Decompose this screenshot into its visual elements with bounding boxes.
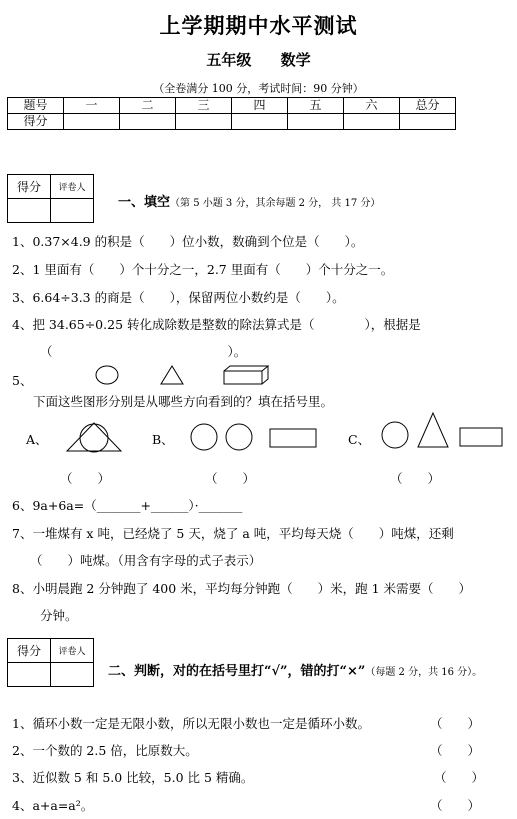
judgement-3: 3、近似数 5 和 5.0 比较，5.0 比 5 精确。: [12, 770, 254, 785]
judgement-4-answer[interactable]: （ ）: [430, 798, 481, 813]
question-6: 6、9a+6a=（_______+______）·_______: [12, 498, 243, 513]
judgement-3-answer[interactable]: （ ）: [434, 770, 485, 785]
section-2-points: （每题 2 分，共 16 分）。: [365, 667, 483, 678]
score-cell: 五: [288, 98, 344, 114]
option-a-answer[interactable]: （ ）: [60, 471, 111, 486]
grader-name-label: 评卷人: [51, 175, 94, 199]
score-cell: 得分: [8, 114, 64, 130]
grader-score-label: 得分: [8, 175, 51, 199]
score-header-row: [8, 98, 456, 114]
grader-score-input[interactable]: [8, 199, 51, 223]
score-input-cell[interactable]: [232, 114, 288, 130]
question-2: 2、1 里面有（ ）个十分之一，2.7 里面有（ ）个十分之一。: [12, 262, 394, 277]
section-2-heading: [108, 660, 482, 679]
question-7-line-1: 7、一堆煤有 x 吨，已经烧了 5 天，烧了 a 吨，平均每天烧（ ）吨煤，还剩: [12, 526, 454, 541]
option-c-view-icon: [380, 410, 506, 450]
judgement-1-answer[interactable]: （ ）: [430, 716, 481, 731]
score-input-cell[interactable]: [344, 114, 400, 130]
score-cell: 二: [120, 98, 176, 114]
grade-subject: [0, 49, 517, 70]
cone-icon: [161, 366, 183, 384]
exam-note: （全卷满分 100 分，考试时间：90 分钟）: [153, 82, 364, 95]
grader-box-1: [7, 174, 94, 223]
option-c-label: C、: [348, 432, 371, 447]
score-input-cell[interactable]: [288, 114, 344, 130]
question-7-line-2: （ ）吨煤。（用含有字母的式子表示）: [30, 553, 262, 568]
option-b-answer[interactable]: （ ）: [205, 471, 256, 486]
grader-name-label: 评卷人: [51, 639, 94, 663]
judgement-2: 2、一个数的 2.5 倍，比原数大。: [12, 743, 198, 758]
option-c-answer[interactable]: （ ）: [390, 471, 441, 486]
score-input-cell[interactable]: [64, 114, 120, 130]
score-input-cell[interactable]: [120, 114, 176, 130]
question-8-line-2: 分钟。: [40, 608, 78, 623]
score-cell: 总分: [400, 98, 456, 114]
option-a-view-icon: [64, 420, 124, 454]
question-4-line-1: 4、把 34.65÷0.25 转化成除数是整数的除法算式是（ ），根据是: [12, 317, 421, 332]
question-1: 1、0.37×4.9 的积是（ ）位小数，数确到个位是（ ）。: [12, 234, 364, 249]
score-cell: 一: [64, 98, 120, 114]
grader-score-label: 得分: [8, 639, 51, 663]
section-1-points: （第 5 小题 3 分，其余每题 2 分， 共 17 分）: [170, 198, 381, 209]
score-cell: 三: [176, 98, 232, 114]
option-a-label: A、: [26, 432, 48, 447]
score-input-cell[interactable]: [176, 114, 232, 130]
score-cell: 题号: [8, 98, 64, 114]
question-4-line-2: （ ）。: [40, 344, 247, 359]
grader-score-input[interactable]: [8, 663, 51, 687]
sphere-icon: [96, 366, 118, 384]
grade-label: 五年级: [206, 51, 252, 69]
section-1-heading: [118, 191, 380, 210]
grader-box-2: [7, 638, 94, 687]
score-table: [7, 97, 456, 130]
section-1-title: 一、填空: [118, 195, 171, 210]
grader-name-input[interactable]: [51, 663, 94, 687]
score-value-row: [8, 114, 456, 130]
subject-label: 数学: [280, 51, 311, 69]
section-2-title: 二、判断，对的在括号里打“√”，错的打“×”: [108, 664, 366, 679]
question-5-number: 5、: [12, 373, 33, 388]
question-8-line-1: 8、小明晨跑 2 分钟跑了 400 米，平均每分钟跑（ ）米，跑 1 米需要（ ）: [12, 581, 472, 596]
judgement-1: 1、循环小数一定是无限小数，所以无限小数也一定是循环小数。: [12, 716, 370, 731]
score-input-cell[interactable]: [400, 114, 456, 130]
option-b-view-icon: [188, 422, 320, 452]
page-title: 上学期期中水平测试: [159, 13, 358, 38]
score-cell: 四: [232, 98, 288, 114]
judgement-2-answer[interactable]: （ ）: [430, 743, 481, 758]
question-5-text: 下面这些图形分别是从哪些方向看到的？填在括号里。: [33, 394, 334, 409]
score-cell: 六: [344, 98, 400, 114]
question-3: 3、6.64÷3.3 的商是（ ），保留两位小数约是（ ）。: [12, 290, 345, 305]
question-5-solid-figures: [92, 363, 282, 387]
judgement-4: 4、a+a=a²。: [12, 798, 94, 813]
option-b-label: B、: [152, 432, 174, 447]
grader-name-input[interactable]: [51, 199, 94, 223]
cuboid-icon: [224, 371, 262, 384]
